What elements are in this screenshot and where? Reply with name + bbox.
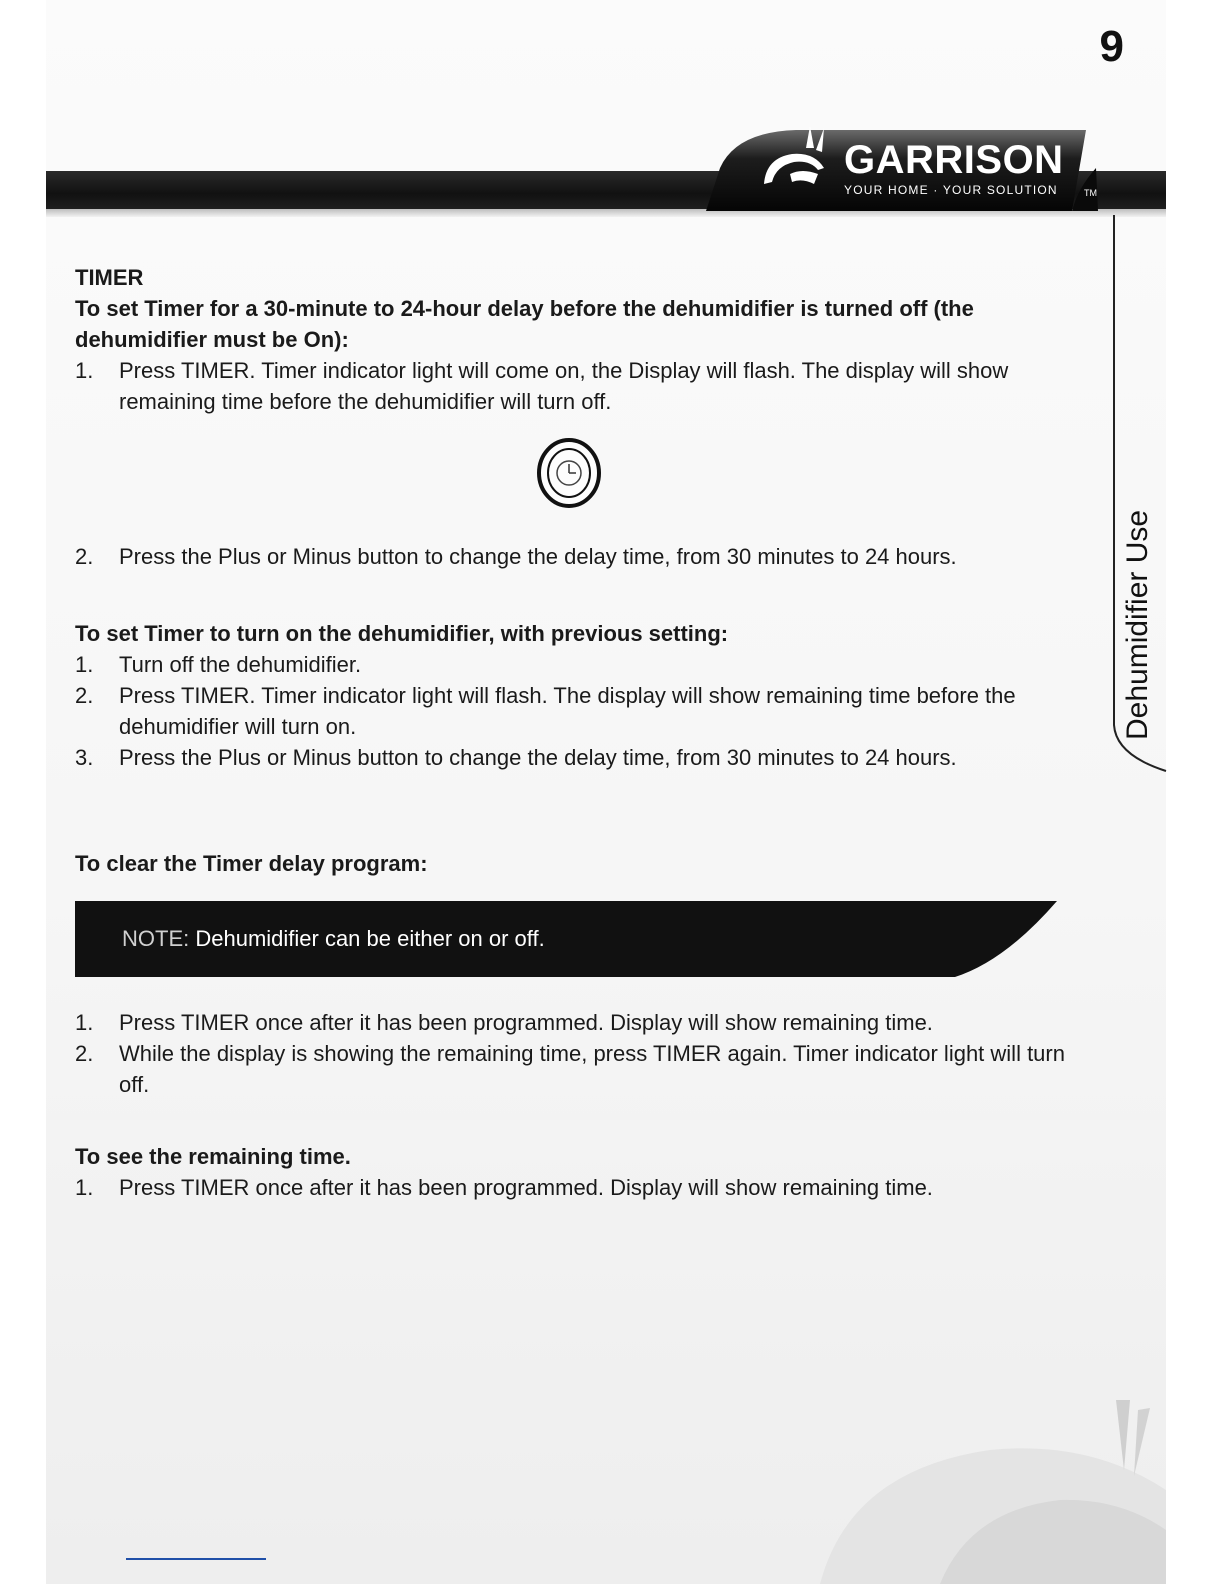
brand-name: GARRISON [844,138,1064,182]
step-text: Press TIMER once after it has been programmed. Display will show remaining time. [119,1010,933,1035]
side-tab-label: Dehumidifier Use [1121,509,1154,740]
list-item [75,1172,1075,1203]
step-number: 1. [75,358,94,383]
timer-icon-area [75,417,1075,541]
note-banner [75,901,1057,977]
step-text: While the display is showing the remaining time, press TIMER again. Timer indicator light will turn off. [119,1041,1065,1097]
note-label: NOTE: [122,926,190,951]
timer-button-icon [537,437,601,509]
list-item [75,355,1075,417]
step-text: Press the Plus or Minus button to change the delay time, from 30 minutes to 24 hours. [119,745,957,770]
step-number: 2. [75,683,94,708]
clear-heading: To clear the Timer delay program: [75,851,428,876]
list-item [75,541,1075,572]
page-number: 9 [1099,22,1124,71]
set-on-heading: To set Timer to turn on the dehumidifier, with previous setting: [75,621,729,646]
clear-steps [75,1007,1075,1100]
list-item [75,1038,1075,1100]
footer-rule [126,1558,266,1560]
step-text: Press TIMER. Timer indicator light will come on, the Display will flash. The display will show remaining time before the dehumidifier will turn off. [119,358,1009,414]
list-item [75,742,1075,773]
set-off-heading: To set Timer for a 30-minute to 24-hour delay before the dehumidifier is turned off (the dehumidifier must be On): [75,296,974,352]
step-text: Turn off the dehumidifier. [119,652,362,677]
remaining-steps [75,1172,1075,1203]
remaining-heading: To see the remaining time. [75,1144,351,1169]
step-number: 2. [75,544,94,569]
brand-tagline: YOUR HOME · YOUR SOLUTION [844,183,1058,197]
step-text: Press TIMER once after it has been programmed. Display will show remaining time. [119,1175,933,1200]
set-on-steps [75,649,1075,773]
list-item [75,680,1075,742]
set-off-steps-continued [75,541,1075,572]
list-item [75,649,1075,680]
step-number: 2. [75,1041,94,1066]
brand-logo [706,118,1106,213]
step-number: 3. [75,745,94,770]
list-item [75,1007,1075,1038]
timer-section [75,262,1075,1203]
section-title: TIMER [75,265,144,290]
trademark-mark: TM [1084,188,1097,198]
step-text: Press the Plus or Minus button to change the delay time, from 30 minutes to 24 hours. [119,544,957,569]
set-off-steps [75,355,1075,417]
note-text [122,923,545,954]
step-number: 1. [75,652,94,677]
helmet-watermark-icon [820,1380,1166,1584]
note-body: Dehumidifier can be either on or off. [189,926,545,951]
step-text: Press TIMER. Timer indicator light will flash. The display will show remaining time before the dehumidifier will turn on. [119,683,1016,739]
step-number: 1. [75,1175,94,1200]
step-number: 1. [75,1010,94,1035]
